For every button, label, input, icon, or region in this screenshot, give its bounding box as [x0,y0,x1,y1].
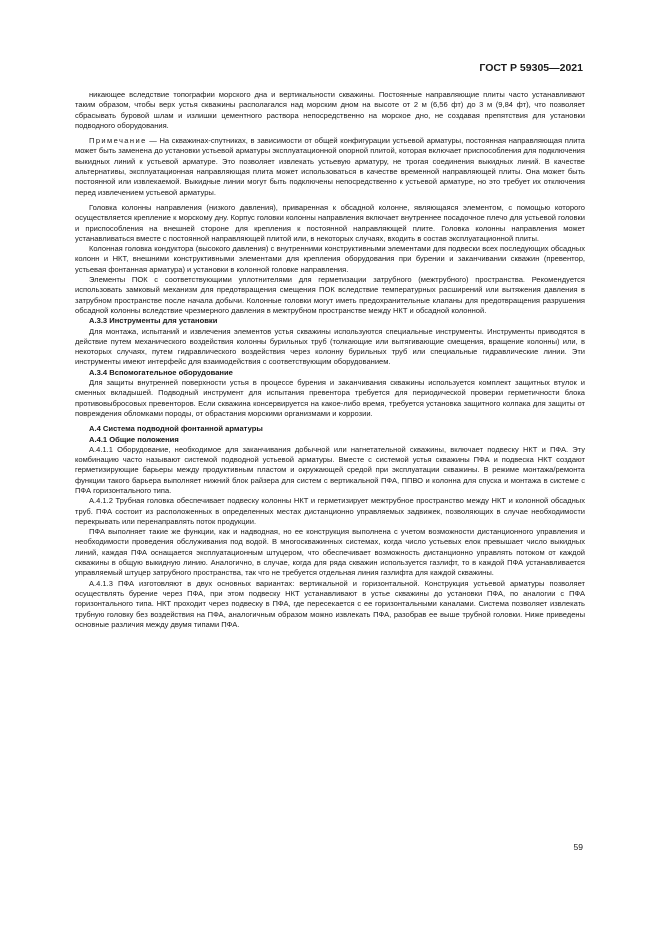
paragraph: ПФА выполняет такие же функции, как и надводная, но ее конструкция выполнена с учетом возможности дистанционного управления и необходимости проведения обслуживания под водой. В многоскважинных системах, когда число устьевых елок превышает число выкидных линий, каждая ПФА оснащается эксплуатационным штуцером, что обеспечивает возможность дистанционно управлять потоком от каждой скважины в общую выкидную линию. Аналогично, в случае, когда для ряда скважин используется газлифт, то в каждой ПФА устанавливается управляемый штуцер затрубного пространства, так что не требуется отдельная линия газлифта для каждой скважины. [75,527,585,578]
document-body [75,90,585,630]
paragraph: никающее вследствие топографии морского дна и вертикальности скважины. Постоянные направляющие плиты часто устанавливают таким образом, чтобы верх устья скважины располагался над морским дном на высоте от 2 м (6,56 фт) до 3 м (9,84 фт), что позволяет сбрасывать буровой шлам и излишки цементного раствора непосредственно на морское дно, не создавая препятствия для установки подводного оборудования. [75,90,585,130]
note-label: Примечание [89,136,147,146]
page-number: 59 [573,842,583,852]
note-text: — На скважинах-спутниках, в зависимости от общей конфигурации устьевой арматуры, постоянная направляющая плита может быть заменена до установки устьевой арматуры эксплуатационной опорной плитой, которая включает приспособления для подключения выкидных линий к устьевой арматуре. Это позволяет извлекать устьевую арматуру, не трогая соединения выкидных линий. В качестве альтернативы, эксплуатационная направляющая плита может использоваться в качестве временной направляющей плиты. Она может быть постоянной или извлекаемой. Выкидные линии могут быть подключены непосредственно к устьевой арматуре, но это требует их отключения перед извлечением устьевой арматуры. [75,136,585,197]
paragraph: Для монтажа, испытаний и извлечения элементов устья скважины используются специальные инструменты. Инструменты приводятся в действие путем механического воздействия колонны бурильных труб (толкающие или вытягивающие смещения, вращение колонны) или, в некоторых случаях, путем гидравлического воздействия через колонну бурильных труб или специальные гидравлические линии. Эти инструменты имеют интерфейс для взаимодействия с соответствующим оборудованием. [75,326,585,367]
paragraph: А.4.1.2 Трубная головка обеспечивает подвеску колонны НКТ и герметизирует межтрубное пространство между НКТ и колонной обсадных труб. ПФА состоит из расположенных в определенных местах дистанционно управляемых задвижек, позволяющих в случае необходимости перекрывать или перенаправлять поток продукции. [75,496,585,526]
paragraph: А.4.1.1 Оборудование, необходимое для заканчивания добычной или нагнетательной скважины, включает подвеску НКТ и ПФА. Эту комбинацию часто называют системой подводной устьевой арматуры. Вместе с системой устья скважины ПФА и подвеска НКТ создают герметизирующие барьеры между продуктивным пластом и окружающей средой при эксплуатации скважины. В режиме монтажа/ремонта функции такого барьера выполняет нижний блок райзера для систем с вертикальной ПФА, ППВО и колонна для спуска и монтажа в системе с ПФА горизонтального типа. [75,444,585,495]
paragraph: Элементы ПОК с соответствующими уплотнителями для герметизации затрубного (межтрубного) пространства. Рекомендуется использовать замковый механизм для предотвращения смещения ПОК вследствие температурных расширений или вытяжения давления в затрубном пространстве после начала добычи. Колонные головки могут иметь предохранительные клапаны для предотвращения разрушения обсадной колонны вследствие чрезмерного давления в межтрубном пространстве между НКТ и обсадной колонной. [75,275,585,315]
paragraph: Колонная головка кондуктора (высокого давления) с внутренними конструктивными элементами для подвески всех последующих обсадных колонн и НКТ, внешними конструктивными элементами для крепления оборудования при бурении и заканчивании скважин (превентор, устьевая фонтанная арматура) и установки в колонной головке направления. [75,244,585,274]
paragraph: Головка колонны направления (низкого давления), приваренная к обсадной колонне, являющаяся элементом, с помощью которого осуществляется крепление к морскому дну. Корпус головки колонны направления включает внутреннее посадочное плечо для устьевой головки и приспособления на внешней стороне для крепления к постоянной направляющей плите. Головка колонны направления может устанавливаться вместе с постоянной направляющей плитой или, в некоторых случаях, входить в состав эксплуатационной плиты. [75,202,585,243]
section-heading: А.4.1 Общие положения [89,434,179,444]
note-paragraph [75,136,585,198]
paragraph: А.4.1.3 ПФА изготовляют в двух основных вариантах: вертикальной и горизонтальной. Конструкция устьевой арматуры позволяет осуществлять бурение через ПФА, при этом подвеску НКТ устанавливают в устье скважины до установки ПФА, по аналогии с ПФА горизонтального типа. НКТ проходит через подвеску в ПФА, где пересекается с ее горизонтальными каналами. Система позволяет извлекать трубную головку без воздействия на ПФА, аналогичным образом можно извлекать ПФА, разобрав ее выше трубной головки. Ниже приведены основные различия между двумя типами ПФА. [75,578,585,629]
section-heading: А.4 Система подводной фонтанной арматуры [89,424,263,434]
paragraph: Для защиты внутренней поверхности устья в процессе бурения и заканчивания скважины используется комплект защитных втулок и сменных вкладышей. Подводный инструмент для испытания превентора требуется для периодической проверки герметичности блока противовыбросовых превенторов. Если скважина консервируется на какое-либо время, требуется установка защитного колпака для защиты от повреждения обломками породы, от обрастания морскими организмами и коррозии. [75,378,585,418]
section-heading: А.3.4 Вспомогательное оборудование [89,367,233,377]
document-header: ГОСТ Р 59305—2021 [479,62,583,74]
section-heading: А.3.3 Инструменты для установки [89,316,218,326]
